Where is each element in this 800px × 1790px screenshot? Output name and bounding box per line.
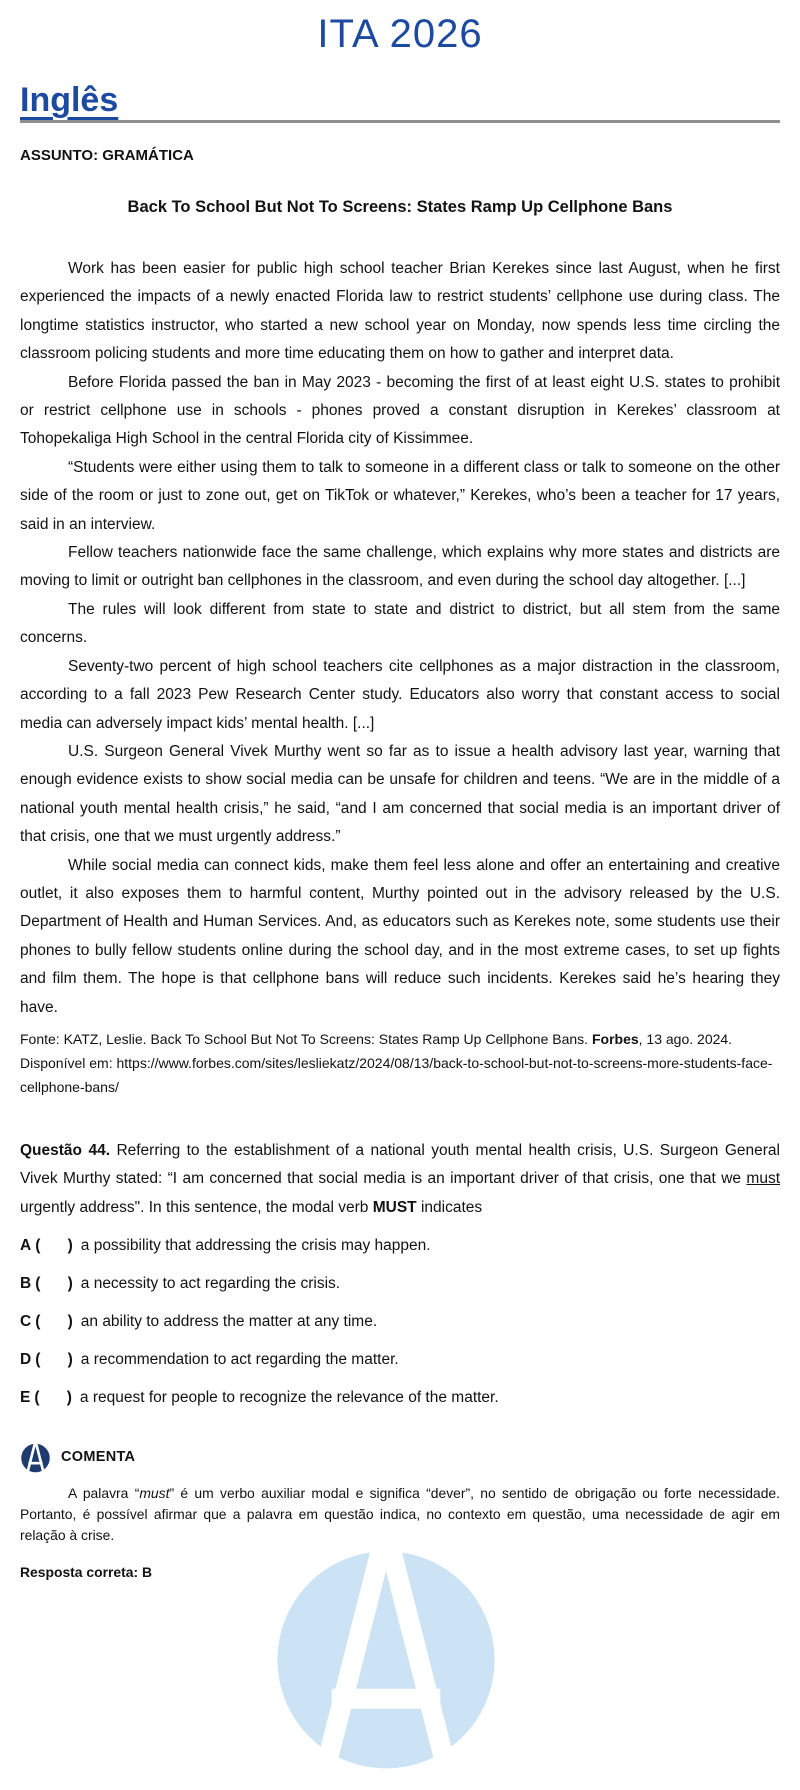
question-text: indicates <box>416 1198 483 1216</box>
article-paragraph: Fellow teachers nationwide face the same challenge, which explains why more states and districts are moving to limit or outright ban cellphones in the classroom, and even during the school day altogether. [...] <box>20 544 780 590</box>
article-paragraph: Seventy-two percent of high school teachers cite cellphones as a major distraction in the classroom, according to a fall 2023 Pew Research Center study. Educators also worry that constant access to social media can adversely impact kids’ mental health. [...] <box>20 657 780 732</box>
commentary-text: A palavra “ <box>68 1485 140 1502</box>
option-letter: B <box>20 1275 32 1293</box>
option-answer-parentheses: ( ) <box>35 1275 75 1293</box>
option-answer-parentheses: ( ) <box>35 1351 75 1369</box>
option-text: a recommendation to act regarding the matter. <box>80 1351 399 1369</box>
option-row-a <box>20 1232 780 1260</box>
question-text: Referring to the establishment of a national youth mental health crisis, U.S. Surgeon General Vivek Murthy stated: “I am concerned that social media is an important driver of that crisis, one that we <box>20 1141 780 1188</box>
option-answer-parentheses: ( ) <box>35 1237 75 1255</box>
answer-options <box>20 1232 780 1412</box>
article-paragraph: “Students were either using them to talk to someone in a different class or talk to someone on the other side of the room or just to zone out, get on TikTok or whatever,” Kerekes, who’s been a teacher for 17 years, said in an interview. <box>20 458 780 533</box>
commentary-body <box>20 1483 780 1546</box>
brand-logo-icon <box>20 1440 51 1473</box>
option-letter: A <box>20 1237 32 1255</box>
option-row-b <box>20 1270 780 1298</box>
exam-title: ITA 2026 <box>317 12 483 56</box>
commentary-header-label: COMENTA <box>61 1448 136 1465</box>
option-letter: E <box>20 1389 31 1407</box>
commentary-paragraph <box>20 1483 780 1546</box>
option-text: an ability to address the matter at any time. <box>80 1313 378 1331</box>
option-letter: C <box>20 1313 32 1331</box>
option-row-d <box>20 1346 780 1374</box>
article-paragraph: U.S. Surgeon General Vivek Murthy went so far as to issue a health advisory last year, warning that enough evidence exists to show social media can be unsafe for children and teens. “We are in the middle of a national youth mental health crisis,” he said, “and I am concerned that social media is an important driver of that crisis, one that we must urgently address.” <box>20 742 780 846</box>
option-answer-parentheses: ( ) <box>35 1313 75 1331</box>
option-text: a possibility that addressing the crisis may happen. <box>80 1237 431 1255</box>
question-text: urgently address". In this sentence, the modal verb <box>20 1198 373 1216</box>
article-paragraph: The rules will look different from state to state and district to district, but all stem from the same concerns. <box>20 600 780 647</box>
source-text: Fonte: KATZ, Leslie. Back To School But Not To Screens: States Ramp Up Cellphone Bans. <box>20 1030 592 1047</box>
article-paragraph: Work has been easier for public high school teacher Brian Kerekes since last August, when he first experienced the impacts of a newly enacted Florida law to restrict students’ cellphone use during class. The longtime statistics instructor, who started a new school year on Monday, now spends less time circling the classroom policing students and more time educating them on how to gather and interpret data. <box>20 260 780 363</box>
question-statement <box>20 1137 780 1222</box>
source-text: , 13 ago. 2024. Disponível em: https://www.forbes.com/sites/lesliekatz/2024/08/13/back-to-school-but-not-to-screens-more-students-face-cellphone-bans/ <box>20 1030 773 1095</box>
article-paragraph: While social media can connect kids, make them feel less alone and offer an entertaining and creative outlet, it also exposes them to harmful content, Murthy pointed out in the advisory released by the U.S. Department of Health and Human Services. And, as educators such as Kerekes note, some students use their phones to bully fellow students online during the school day, and in the most extreme cases, to set up fights and film them. The hope is that cellphone bans will reduce such incidents. Kerekes said he’s hearing they have. <box>20 856 780 1016</box>
topic-label: ASSUNTO: GRAMÁTICA <box>20 147 194 164</box>
article-body <box>20 255 780 1022</box>
document-content <box>0 12 800 1580</box>
source-publication: Forbes <box>591 1030 639 1047</box>
option-text: a request for people to recognize the relevance of the matter. <box>79 1389 499 1407</box>
source-citation <box>20 1027 780 1099</box>
subject-heading: Inglês <box>20 81 119 119</box>
bold-modal-verb: MUST <box>372 1198 417 1216</box>
option-text: a necessity to act regarding the crisis. <box>80 1275 341 1293</box>
article-title: Back To School But Not To Screens: States Ramp Up Cellphone Bans <box>127 198 673 216</box>
italic-modal-verb: must <box>139 1485 170 1502</box>
commentary-text: ” é um verbo auxiliar modal e significa “dever”, no sentido de obrigação ou forte necessidade. Portanto, é possível afirmar que a palavra em questão indica, no contexto em questão, uma necessidade de agir em relação à crise. <box>20 1485 780 1544</box>
underlined-modal-verb: must <box>746 1170 780 1188</box>
option-answer-parentheses: ( ) <box>34 1389 74 1407</box>
article-paragraph: Before Florida passed the ban in May 2023 - becoming the first of at least eight U.S. states to prohibit or restrict cellphone use in schools - phones proved a constant disruption in Kerekes’ classroom at Tohopekaliga High School in the central Florida city of Kissimmee. <box>20 373 780 448</box>
option-row-c <box>20 1308 780 1336</box>
commentary-header-row <box>20 1440 780 1473</box>
option-letter: D <box>20 1351 32 1369</box>
subject-heading-row <box>20 83 780 123</box>
correct-answer-label: Resposta correta: B <box>20 1564 153 1581</box>
option-row-e <box>20 1384 780 1412</box>
question-number-label: Questão 44. <box>20 1141 110 1159</box>
